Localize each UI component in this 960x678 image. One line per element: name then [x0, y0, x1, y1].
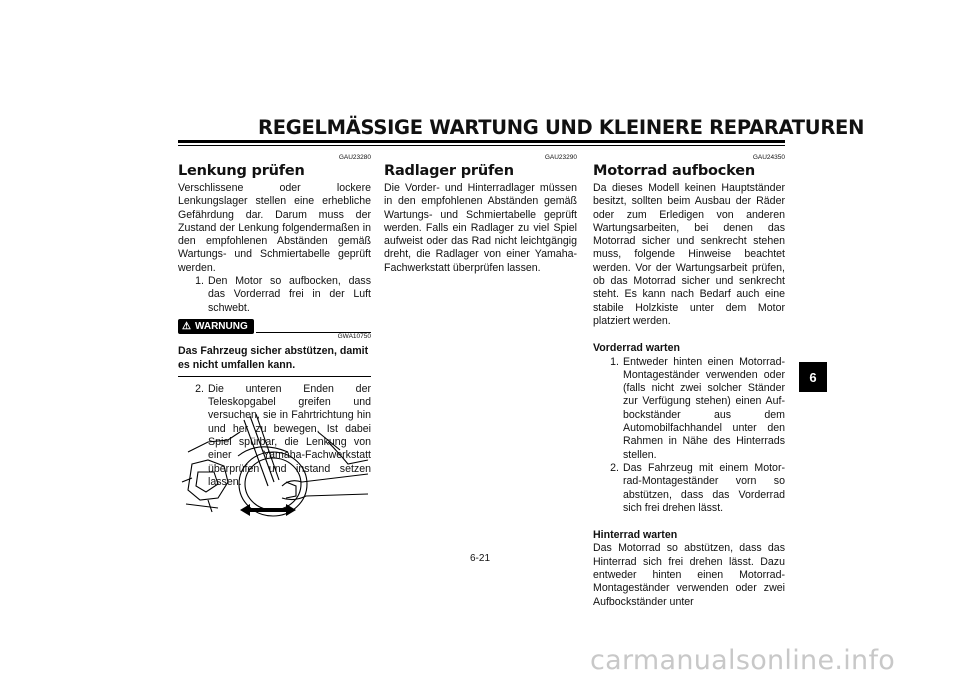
subheading-front-wheel: Vorderrad warten [593, 342, 680, 355]
warning-badge [178, 319, 254, 334]
section-code: GAU23290 [544, 154, 577, 161]
page-number: 6-21 [469, 553, 490, 564]
steering-check-illustration [178, 412, 368, 517]
section-text: Das Motorrad so abstützen, dass das Hinterrad sich frei drehen lässt. Dazu entweder hinten einen Motorrad-Montageständer verwenden oder zwei Aufbockständer unter [593, 542, 785, 608]
step-item [593, 462, 785, 515]
section-code: GAU23280 [338, 154, 371, 161]
step-text: Den Motor so aufbocken, dass das Vorderrad frei in der Luft schwebt. [208, 275, 371, 314]
warning-label: WARNUNG [194, 320, 248, 332]
section-code: GAU24350 [752, 154, 785, 161]
section-intro: Da dieses Modell keinen Hauptständer besitzt, sollten beim Ausbau der Räder oder zum Erledigen von anderen Wartungsarbeiten, bei denen das Motorrad sicher und senkrecht stehen muss, folgende Hinweise beachtet werden. Vor der Wartungsarbeit prüfen, ob das Motorrad sicher und senkrecht steht. Es kann nach Bedarf auch eine stabile Holzkiste unter dem Motor platziert werden. [593, 182, 785, 327]
header-rule-thick [178, 140, 785, 143]
subheading-rear-wheel: Hinterrad warten [593, 529, 678, 542]
section-text: Die Vorder- und Hinterradlager müssen in den empfohlenen Abständen gemäß Wartungs- und Schmiertabelle geprüft werden. Falls ein Radlager zu viel Spiel aufweist oder das Rad nicht leichtgängig dreht, die Radlager von einer Yamaha-Fachwerkstatt überprüfen lassen. [384, 182, 577, 274]
step-text: Die unteren Enden der Teleskopgabel greifen und versuchen, sie in Fahrtrichtung hin und her zu bewegen. Ist dabei Spiel spürbar, die Lenkung von einer Yamaha-Fachwerkstatt überprüfen und instand setzen lassen. [208, 382, 371, 488]
section-heading: Motorrad aufbocken [593, 163, 755, 179]
warning-text: Das Fahrzeug sicher abstützen, damit es nicht umfallen kann. [178, 345, 371, 377]
watermark: carmanualsonline.info [590, 645, 896, 676]
chapter-tab: 6 [799, 362, 827, 392]
section-intro: Verschlissene oder lockere Lenkungslager stellen eine erhebliche Gefährdung dar. Darum muss der Zustand der Lenkung folgendermaßen in den empfohlenen Abständen gemäß Wartungs- und Schmiertabelle geprüft werden. [178, 182, 371, 274]
header-rule-thin [178, 145, 785, 146]
page-header-title: REGELMÄSSIGE WARTUNG UND KLEINERE REPARATUREN [258, 116, 865, 139]
step-number: 2. [610, 461, 619, 474]
step-item [178, 275, 371, 315]
step-text: Entweder hinten einen Motorrad-Montageständer verwenden oder (falls nicht zwei solcher Ständer zur Verfügung stehen) einen Aufbockständer aus dem Automobilfachhandel unter den Rahmen in Nähe des Hinterrads stellen. [623, 355, 785, 461]
warning-code: GWA10750 [337, 332, 371, 340]
step-text: Das Fahrzeug mit einem Motorrad-Montageständer vorn so abstützen, dass das Vorderrad sich frei drehen lässt. [623, 461, 785, 514]
column-wheel-bearings [384, 150, 577, 275]
step-number: 2. [195, 382, 204, 395]
warning-triangle-icon: ⚠ [182, 320, 191, 332]
section-heading: Radlager prüfen [384, 163, 514, 179]
step-number: 1. [610, 355, 619, 368]
column-support-motorcycle [593, 150, 785, 609]
step-number: 1. [195, 275, 204, 288]
section-heading: Lenkung prüfen [178, 163, 305, 179]
step-item [593, 356, 785, 462]
